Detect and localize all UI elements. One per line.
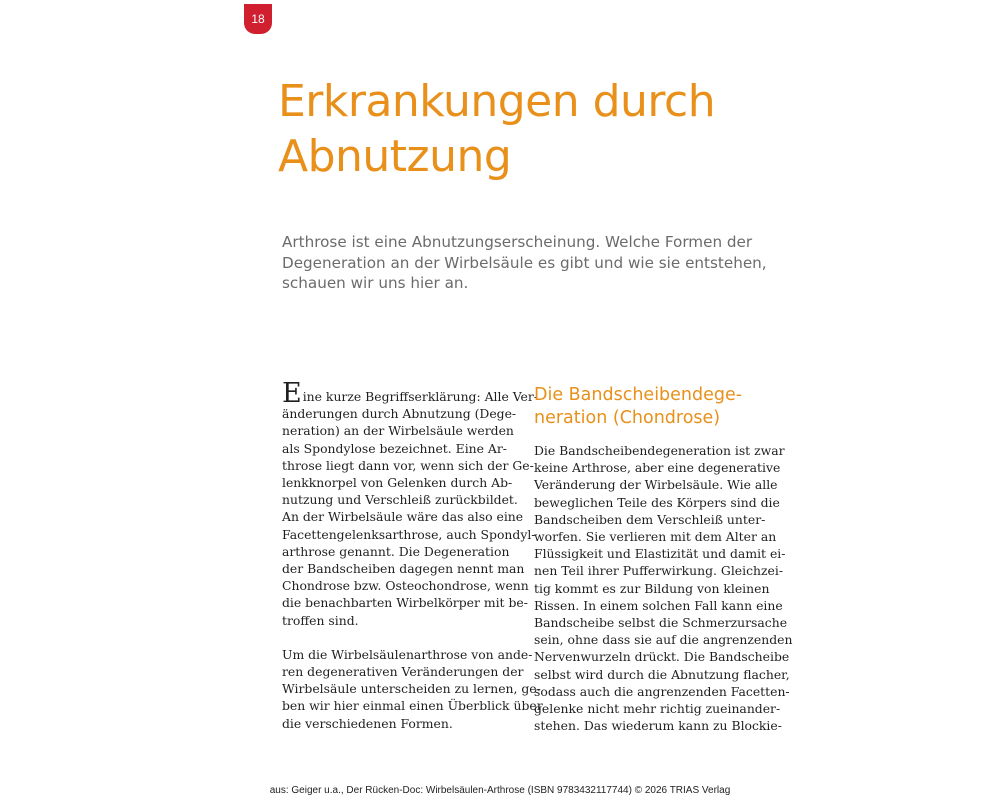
body-line: beweglichen Teile des Körpers sind die xyxy=(534,494,780,510)
intro-line: schauen wir uns hier an. xyxy=(282,274,469,292)
right-column xyxy=(534,442,793,734)
left-column xyxy=(282,378,543,732)
body-line: die verschiedenen Formen. xyxy=(282,715,453,731)
body-line: sodass auch die angrenzenden Facetten- xyxy=(534,683,790,699)
body-line: nen Teil ihrer Pufferwirkung. Gleichzei- xyxy=(534,563,784,579)
body-line xyxy=(282,378,539,409)
body-line: Bandscheiben dem Verschleiß unter- xyxy=(534,511,766,527)
body-line: Flüssigkeit und Elastizität und damit ei- xyxy=(534,546,786,562)
body-line: troffen sind. xyxy=(282,612,359,628)
body-line: Nervenwurzeln drückt. Die Bandscheibe xyxy=(534,649,790,665)
intro-text xyxy=(282,232,767,294)
body-line: Die Bandscheibendegeneration ist zwar xyxy=(534,443,785,458)
heading-line: neration (Chondrose) xyxy=(534,408,721,428)
body-line-text: ine kurze Begriffserklärung: Alle Ver- xyxy=(302,389,539,404)
body-line: An der Wirbelsäule wäre das also eine xyxy=(282,509,524,525)
body-line: nutzung und Verschleiß zurückbildet. xyxy=(282,492,518,508)
body-line: arthrose genannt. Die Degeneration xyxy=(282,543,510,559)
body-line: änderungen durch Abnutzung (Dege- xyxy=(282,406,517,422)
body-line: die benachbarten Wirbelkörper mit be- xyxy=(282,595,528,611)
intro-line: Degeneration an der Wirbelsäule es gibt und wie sie entstehen, xyxy=(282,253,767,272)
title-line: Erkrankungen durch xyxy=(278,76,716,127)
body-line: Chondrose bzw. Osteochondrose, wenn xyxy=(282,578,529,594)
body-line: throse liegt dann vor, wenn sich der Ge- xyxy=(282,457,534,473)
body-line: neration) an der Wirbelsäule werden xyxy=(282,423,514,439)
body-line: Wirbelsäule unterscheiden zu lernen, ge- xyxy=(282,681,541,697)
body-line: stehen. Das wiederum kann zu Blockie- xyxy=(534,718,782,734)
page-number-badge: 18 xyxy=(244,4,272,34)
body-line: Rissen. In einem solchen Fall kann eine xyxy=(534,597,783,613)
drop-cap: E xyxy=(282,378,302,409)
title-line: Abnutzung xyxy=(278,131,512,182)
section-heading xyxy=(534,384,774,430)
heading-line: Die Bandscheibendege- xyxy=(534,385,743,405)
body-line: Um die Wirbelsäulenarthrose von ande- xyxy=(282,646,533,662)
body-line: Veränderung der Wirbelsäule. Wie alle xyxy=(534,477,778,493)
body-line: Facettengelenksarthrose, auch Spondyl- xyxy=(282,526,536,542)
body-line: sein, ohne dass sie auf die angrenzenden xyxy=(534,632,793,648)
body-line: als Spondylose bezeichnet. Eine Ar- xyxy=(282,440,507,456)
source-footer: aus: Geiger u.a., Der Rücken-Doc: Wirbelsäulen-Arthrose (ISBN 9783432117744) © 2026 TRIAS Verlag xyxy=(269,785,731,796)
body-line: keine Arthrose, aber eine degenerative xyxy=(534,460,781,476)
body-line: gelenke nicht mehr richtig zueinander- xyxy=(534,701,781,717)
body-line: Bandscheibe selbst die Schmerzursache xyxy=(534,615,788,631)
page-title xyxy=(278,74,798,184)
body-line: worfen. Sie verlieren mit dem Alter an xyxy=(534,529,777,545)
body-line: ben wir hier einmal einen Überblick über xyxy=(282,698,543,714)
intro-line: Arthrose ist eine Abnutzungserscheinung. Welche Formen der xyxy=(282,233,753,251)
body-line: ren degenerativen Veränderungen der xyxy=(282,664,524,680)
paragraph-gap xyxy=(282,629,512,646)
body-line: lenkknorpel von Gelenken durch Ab- xyxy=(282,475,513,491)
body-line: tig kommt es zur Bildung von kleinen xyxy=(534,580,770,596)
body-line: der Bandscheiben dagegen nennt man xyxy=(282,561,525,577)
body-line: selbst wird durch die Abnutzung flacher, xyxy=(534,666,790,682)
